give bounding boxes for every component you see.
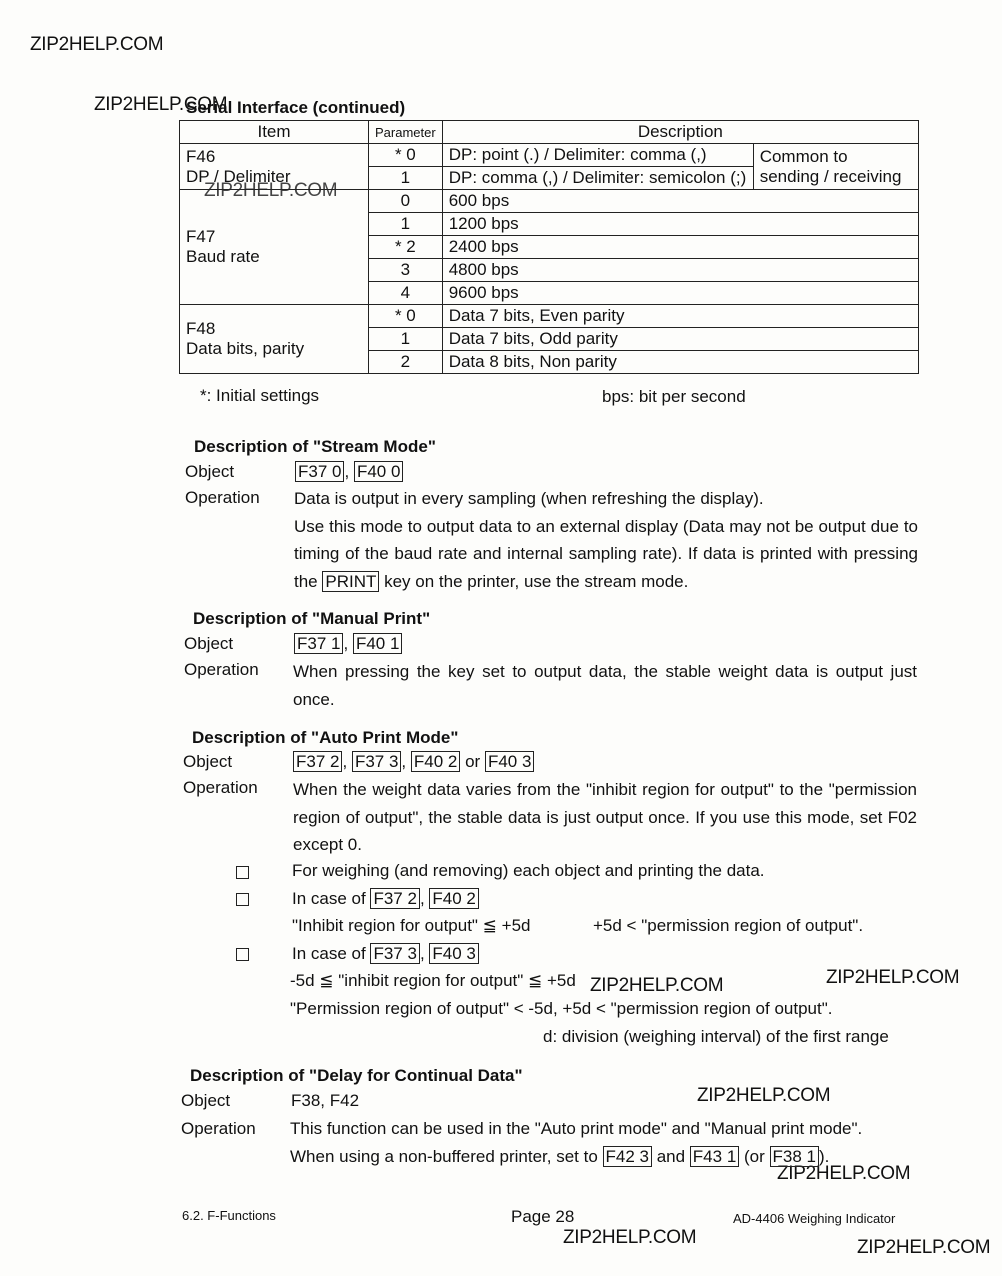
auto-bullet-2: In case of F37 2 , F40 2 — [292, 888, 479, 909]
table-row — [180, 190, 919, 213]
table-row — [180, 144, 919, 167]
desc-cell: 600 bps — [442, 190, 918, 213]
desc-cell: DP: comma (,) / Delimiter: semicolon (;) — [442, 167, 753, 190]
desc-cell: 4800 bps — [442, 259, 918, 282]
auto-print-title: Description of "Auto Print Mode" — [192, 728, 459, 747]
param-box: F37 2 — [293, 751, 342, 772]
item-cell — [180, 305, 369, 374]
stream-op-line: Data is output in every sampling (when refreshing the display). — [294, 489, 764, 508]
delay-op-text: When using a non-buffered printer, set to — [290, 1147, 603, 1166]
delay-operation-line-2 — [290, 1146, 829, 1167]
watermark: ZIP2HELP.COM — [30, 34, 164, 55]
stream-op-text: Use this mode to output data to an external display (Data may not be output due to timing of the baud rate and internal sampling rate). If data is printed with pressing the — [294, 516, 918, 591]
param-box: F37 2 — [370, 888, 419, 909]
param-box: F40 2 — [411, 751, 460, 772]
footer-section: 6.2. F-Functions — [182, 1208, 276, 1223]
watermark: ZIP2HELP.COM — [563, 1227, 697, 1248]
object-label: Object — [183, 752, 233, 771]
desc-cell: 9600 bps — [442, 282, 918, 305]
param-cell: 1 — [369, 213, 443, 236]
stream-op-text: key on the printer, use the stream mode. — [379, 571, 689, 591]
auto-bullet-3-detail: -5d ≦ "inhibit region for output" ≦ +5d — [290, 971, 576, 990]
param-box: F40 3 — [429, 943, 478, 964]
item-code: F48 — [186, 319, 216, 338]
watermark: ZIP2HELP.COM — [204, 180, 338, 201]
param-cell: 0 — [369, 190, 443, 213]
watermark: ZIP2HELP.COM — [697, 1085, 831, 1106]
note-line: Common to — [759, 146, 848, 166]
stream-mode-title: Description of "Stream Mode" — [194, 437, 436, 456]
desc-cell: Data 7 bits, Even parity — [442, 305, 918, 328]
or-text: or — [465, 752, 481, 771]
desc-cell: DP: point (.) / Delimiter: comma (,) — [442, 144, 753, 167]
stream-object-row: Object F37 0 , F40 0 — [185, 461, 403, 482]
param-cell: * 0 — [369, 305, 443, 328]
desc-cell: Data 8 bits, Non parity — [442, 351, 918, 374]
item-name: Baud rate — [186, 247, 260, 266]
object-label: Object — [184, 634, 234, 653]
delay-op-text: ). — [819, 1147, 830, 1166]
delay-object-row — [181, 1091, 359, 1111]
param-box: F37 1 — [294, 633, 343, 654]
operation-label: Operation — [181, 1119, 256, 1138]
auto-bullet-2-detail: "Inhibit region for output" ≦ +5d — [292, 916, 531, 935]
manual-operation-text: When pressing the key set to output data, the stable weight data is output just once. — [293, 662, 917, 709]
auto-bullet-1: For weighing (and removing) each object and printing the data. — [292, 861, 765, 880]
bullet-prefix: In case of — [292, 889, 366, 908]
footer-product: AD-4406 Weighing Indicator — [733, 1211, 896, 1226]
delay-op-text: and — [651, 1147, 690, 1166]
auto-operation-text: When the weight data varies from the "inhibit region for output" to the "permission region of output", the stable data is just output once. If you use this mode, set F02 except 0. — [293, 780, 917, 854]
note-cell — [753, 144, 918, 190]
param-box: F38 1 — [770, 1146, 819, 1167]
param-cell: 3 — [369, 259, 443, 282]
param-cell: * 2 — [369, 236, 443, 259]
watermark: ZIP2HELP.COM — [777, 1163, 911, 1184]
checkbox-icon — [236, 864, 249, 884]
division-note: d: division (weighing interval) of the first range — [543, 1027, 889, 1046]
header-description: Description — [442, 121, 918, 144]
operation-label: Operation — [183, 778, 258, 797]
watermark: ZIP2HELP.COM — [94, 94, 228, 115]
item-name: DP / Delimiter — [186, 166, 291, 186]
watermark: ZIP2HELP.COM — [857, 1237, 991, 1258]
note-line: sending / receiving — [759, 166, 902, 186]
param-cell: 4 — [369, 282, 443, 305]
header-item: Item — [180, 121, 369, 144]
watermark: ZIP2HELP.COM — [590, 975, 724, 996]
param-box: F37 3 — [352, 751, 401, 772]
param-cell: * 0 — [369, 144, 443, 167]
object-value: F38, F42 — [291, 1091, 360, 1110]
auto-bullet-3: In case of F37 3 , F40 3 — [292, 943, 479, 964]
header-parameter: Parameter — [369, 121, 443, 144]
stream-op-para — [294, 513, 918, 596]
param-cell: 2 — [369, 351, 443, 374]
param-box: F37 3 — [370, 943, 419, 964]
param-box: F40 2 — [429, 888, 478, 909]
auto-bullet-3-detail: "Permission region of output" < -5d, +5d < "permission region of output". — [290, 999, 833, 1018]
section-title: Serial Interface (continued) — [186, 98, 406, 117]
auto-object-row: Object F37 2 , F37 3 , F40 2 or F40 3 — [183, 751, 534, 772]
item-code: F47 — [186, 227, 216, 246]
note-initial-settings: *: Initial settings — [200, 386, 320, 405]
stream-operation-text — [294, 485, 918, 595]
bullet-prefix: In case of — [292, 944, 366, 963]
param-box: F43 1 — [690, 1146, 739, 1167]
footer-page-number: Page 28 — [511, 1207, 575, 1226]
param-box: F42 3 — [603, 1146, 652, 1167]
auto-bullet-2-detail: +5d < "permission region of output". — [593, 916, 864, 935]
desc-cell: 2400 bps — [442, 236, 918, 259]
object-label: Object — [181, 1091, 231, 1110]
param-cell: 1 — [369, 328, 443, 351]
operation-label: Operation — [185, 488, 260, 507]
print-key-box: PRINT — [322, 571, 379, 592]
param-box: F40 0 — [354, 461, 403, 482]
param-box: F37 0 — [295, 461, 344, 482]
item-cell — [180, 144, 369, 190]
param-box: F40 1 — [353, 633, 402, 654]
item-cell — [180, 190, 369, 305]
operation-label: Operation — [184, 660, 259, 679]
table-row — [180, 305, 919, 328]
item-name: Data bits, parity — [186, 339, 305, 358]
param-cell: 1 — [369, 167, 443, 190]
object-label: Object — [185, 462, 235, 481]
desc-cell: Data 7 bits, Odd parity — [442, 328, 918, 351]
note-bps: bps: bit per second — [602, 387, 746, 406]
delay-op-text: (or — [739, 1147, 770, 1166]
manual-object-row: Object F37 1 , F40 1 — [184, 633, 402, 654]
table-header-row — [180, 121, 919, 144]
checkbox-icon — [236, 891, 249, 911]
serial-interface-table — [179, 120, 919, 374]
item-code: F46 — [186, 146, 216, 166]
manual-print-title: Description of "Manual Print" — [193, 609, 431, 628]
desc-cell: 1200 bps — [442, 213, 918, 236]
checkbox-icon — [236, 946, 249, 966]
watermark: ZIP2HELP.COM — [826, 967, 960, 988]
param-box: F40 3 — [485, 751, 534, 772]
delay-operation-line-1: This function can be used in the "Auto print mode" and "Manual print mode". — [290, 1119, 863, 1138]
delay-title: Description of "Delay for Continual Data" — [190, 1066, 523, 1085]
